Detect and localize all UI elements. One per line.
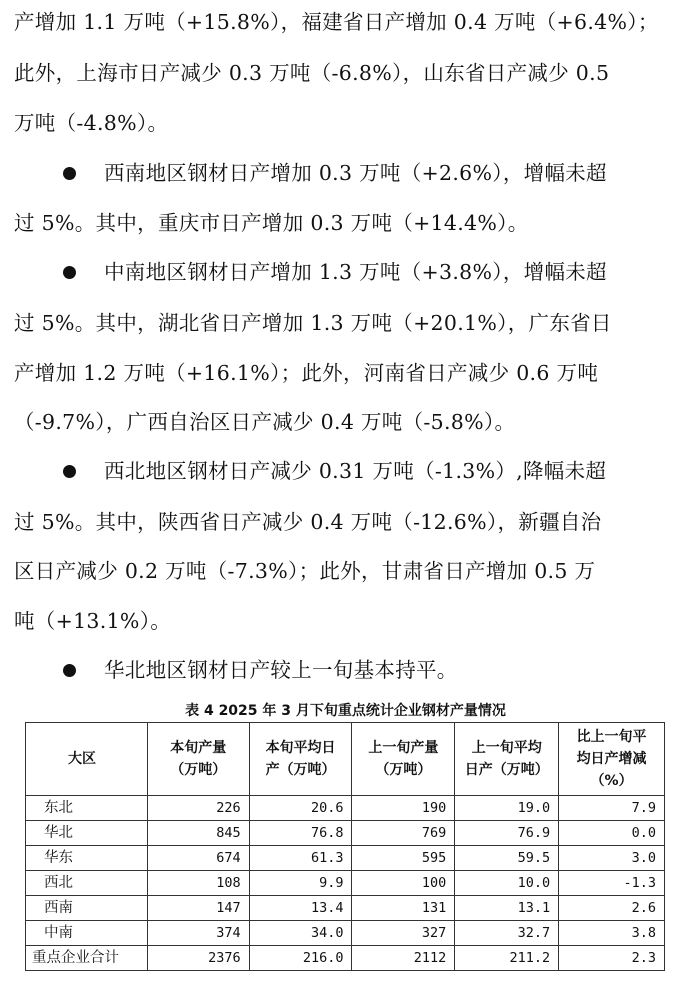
- table-row: [26, 871, 665, 896]
- value-cell: 2.6: [559, 896, 665, 921]
- region-cell: 西南: [26, 896, 148, 921]
- value-cell: 76.8: [249, 821, 352, 846]
- value-cell: 108: [147, 871, 249, 896]
- text-line: 产增加 1.1 万吨（+15.8%），福建省日产增加 0.4 万吨（+6.4%）；: [14, 10, 659, 34]
- text-line: 万吨（-4.8%）。: [14, 111, 169, 135]
- value-cell: 20.6: [249, 796, 352, 821]
- value-cell: 19.0: [455, 796, 559, 821]
- text-line: 过 5%。其中，重庆市日产增加 0.3 万吨（+14.4%）。: [14, 211, 529, 235]
- region-cell: 西北: [26, 871, 148, 896]
- header-text: 日产（万吨）: [464, 762, 549, 778]
- value-cell: 0.0: [559, 821, 665, 846]
- value-cell: 61.3: [249, 846, 352, 871]
- value-cell: 10.0: [455, 871, 559, 896]
- value-cell: 9.9: [249, 871, 352, 896]
- value-cell: 59.5: [455, 846, 559, 871]
- value-cell: -1.3: [559, 871, 665, 896]
- table-row: [26, 796, 665, 821]
- text-line: （-9.7%），广西自治区日产减少 0.4 万吨（-5.8%）。: [14, 410, 516, 434]
- value-cell: 216.0: [249, 946, 352, 971]
- header-current-daily: [249, 723, 352, 796]
- header-text: 产（万吨）: [265, 762, 336, 778]
- value-cell: 34.0: [249, 921, 352, 946]
- table-total-row: [26, 946, 665, 971]
- region-cell: 重点企业合计: [26, 946, 148, 971]
- text-line: 此外，上海市日产减少 0.3 万吨（-6.8%），山东省日产减少 0.5: [14, 61, 610, 85]
- text-line: 吨（+13.1%）。: [14, 609, 172, 633]
- header-text: 本旬平均日: [265, 740, 336, 756]
- header-current-output: [147, 723, 249, 796]
- header-text: 本旬产量: [170, 740, 227, 756]
- production-table: [25, 722, 665, 971]
- value-cell: 3.0: [559, 846, 665, 871]
- value-cell: 190: [352, 796, 455, 821]
- header-text: 上一旬平均: [471, 740, 542, 756]
- bullet-icon: [63, 465, 76, 478]
- table-row: [26, 921, 665, 946]
- header-text: 大区: [68, 751, 96, 767]
- text-line: 区日产减少 0.2 万吨（-7.3%）；此外，甘肃省日产增加 0.5 万: [14, 559, 596, 583]
- value-cell: 3.8: [559, 921, 665, 946]
- value-cell: 76.9: [455, 821, 559, 846]
- value-cell: 147: [147, 896, 249, 921]
- text-line: 过 5%。其中，湖北省日产增加 1.3 万吨（+20.1%），广东省日: [14, 311, 612, 335]
- table-caption: 表 4 2025 年 3 月下旬重点统计企业钢材产量情况: [185, 703, 506, 719]
- text-line: 西北地区钢材日产减少 0.31 万吨（-1.3%）,降幅未超: [104, 459, 607, 483]
- value-cell: 327: [352, 921, 455, 946]
- region-cell: 中南: [26, 921, 148, 946]
- value-cell: 13.4: [249, 896, 352, 921]
- table-row: [26, 896, 665, 921]
- region-cell: 华北: [26, 821, 148, 846]
- table-row: [26, 821, 665, 846]
- table-header-row: [26, 723, 665, 796]
- value-cell: 13.1: [455, 896, 559, 921]
- value-cell: 2376: [147, 946, 249, 971]
- header-text: （万吨）: [375, 762, 432, 778]
- bullet-icon: [63, 167, 76, 180]
- value-cell: 226: [147, 796, 249, 821]
- value-cell: 211.2: [455, 946, 559, 971]
- header-text: 比上一旬平: [576, 729, 647, 745]
- text-line: 中南地区钢材日产增加 1.3 万吨（+3.8%），增幅未超: [104, 260, 607, 284]
- value-cell: 131: [352, 896, 455, 921]
- value-cell: 2112: [352, 946, 455, 971]
- value-cell: 674: [147, 846, 249, 871]
- table-row: [26, 846, 665, 871]
- header-change-pct: [559, 723, 665, 796]
- value-cell: 845: [147, 821, 249, 846]
- value-cell: 32.7: [455, 921, 559, 946]
- value-cell: 2.3: [559, 946, 665, 971]
- value-cell: 374: [147, 921, 249, 946]
- text-line: 产增加 1.2 万吨（+16.1%）；此外，河南省日产减少 0.6 万吨: [14, 361, 599, 385]
- header-previous-output: [352, 723, 455, 796]
- bullet-icon: [63, 664, 76, 677]
- header-text: （%）: [590, 773, 633, 789]
- value-cell: 595: [352, 846, 455, 871]
- header-previous-daily: [455, 723, 559, 796]
- header-region: [26, 723, 148, 796]
- value-cell: 7.9: [559, 796, 665, 821]
- bullet-icon: [63, 266, 76, 279]
- value-cell: 100: [352, 871, 455, 896]
- text-line: 华北地区钢材日产较上一旬基本持平。: [104, 658, 458, 682]
- value-cell: 769: [352, 821, 455, 846]
- region-cell: 华东: [26, 846, 148, 871]
- header-text: 上一旬产量: [368, 740, 439, 756]
- region-cell: 东北: [26, 796, 148, 821]
- text-line: 过 5%。其中，陕西省日产减少 0.4 万吨（-12.6%），新疆自治: [14, 510, 602, 534]
- text-line: 西南地区钢材日产增加 0.3 万吨（+2.6%），增幅未超: [104, 161, 607, 185]
- header-text: 均日产增减: [576, 751, 647, 767]
- header-text: （万吨）: [170, 762, 227, 778]
